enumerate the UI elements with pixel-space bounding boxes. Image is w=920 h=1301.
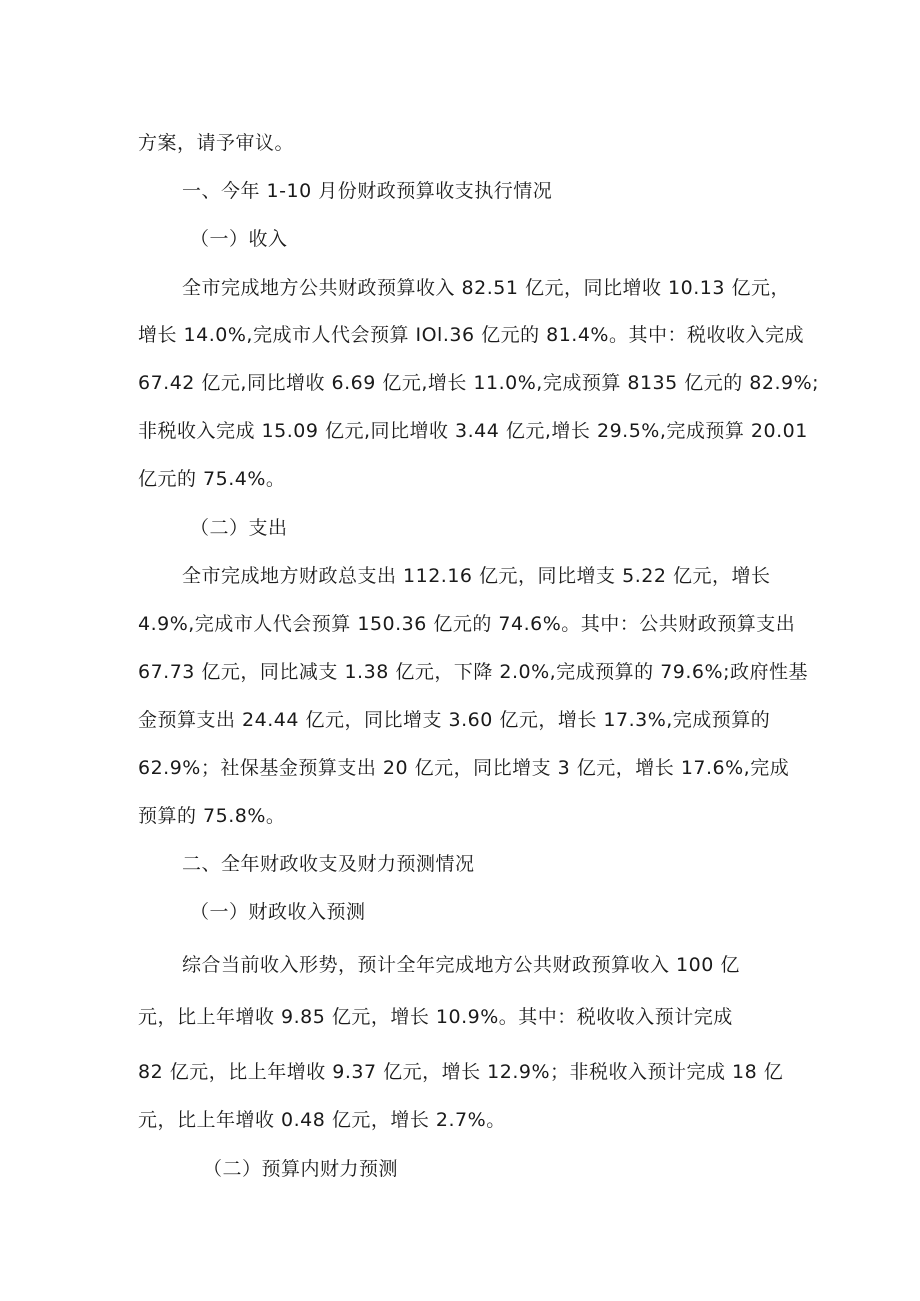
paragraph-income-line-1: 全市完成地方公共财政预算收入 82.51 亿元，同比增收 10.13 亿元， bbox=[182, 277, 790, 299]
paragraph-income-line-4: 非税收入完成 15.09 亿元,同比增收 3.44 亿元,增长 29.5%,完成预算 20.01 bbox=[138, 420, 808, 442]
paragraph-expenditure-line-4: 金预算支出 24.44 亿元，同比增支 3.60 亿元，增长 17.3%,完成预算的 bbox=[138, 709, 771, 731]
paragraph-expenditure-line-5: 62.9%；社保基金预算支出 20 亿元，同比增支 3 亿元，增长 17.6%,完成 bbox=[138, 757, 790, 779]
subheading-income: （一）收入 bbox=[190, 228, 288, 250]
paragraph-forecast-line-1: 综合当前收入形势，预计全年完成地方公共财政预算收入 100 亿 bbox=[182, 954, 740, 976]
heading-section-1: 一、今年 1-10 月份财政预算收支执行情况 bbox=[182, 180, 553, 202]
paragraph-expenditure-line-3: 67.73 亿元，同比减支 1.38 亿元，下降 2.0%,完成预算的 79.6%;政府性基 bbox=[138, 661, 808, 683]
paragraph-forecast-line-4: 元，比上年增收 0.48 亿元，增长 2.7%。 bbox=[138, 1109, 506, 1131]
paragraph-income-line-5: 亿元的 75.4%。 bbox=[138, 468, 286, 490]
paragraph-income-line-2: 增长 14.0%,完成市人代会预算 IOl.36 亿元的 81.4%。其中：税收收入完成 bbox=[138, 324, 804, 346]
text-line-closing: 方案，请予审议。 bbox=[138, 132, 295, 154]
subheading-budget-forecast: （二）预算内财力预测 bbox=[203, 1158, 399, 1180]
paragraph-income-line-3: 67.42 亿元,同比增收 6.69 亿元,增长 11.0%,完成预算 8135 亿元的 82.9%; bbox=[138, 372, 820, 394]
paragraph-expenditure-line-6: 预算的 75.8%。 bbox=[138, 805, 286, 827]
subheading-expenditure: （二）支出 bbox=[190, 517, 288, 539]
paragraph-forecast-line-3: 82 亿元，比上年增收 9.37 亿元，增长 12.9%；非税收入预计完成 18 亿 bbox=[138, 1061, 784, 1083]
heading-section-2: 二、全年财政收支及财力预测情况 bbox=[182, 853, 475, 875]
subheading-revenue-forecast: （一）财政收入预测 bbox=[190, 901, 366, 923]
paragraph-forecast-line-2: 元，比上年增收 9.85 亿元，增长 10.9%。其中：税收收入预计完成 bbox=[138, 1006, 733, 1028]
paragraph-expenditure-line-1: 全市完成地方财政总支出 112.16 亿元，同比增支 5.22 亿元，增长 bbox=[182, 565, 771, 587]
paragraph-expenditure-line-2: 4.9%,完成市人代会预算 150.36 亿元的 74.6%。其中：公共财政预算支出 bbox=[138, 613, 796, 635]
